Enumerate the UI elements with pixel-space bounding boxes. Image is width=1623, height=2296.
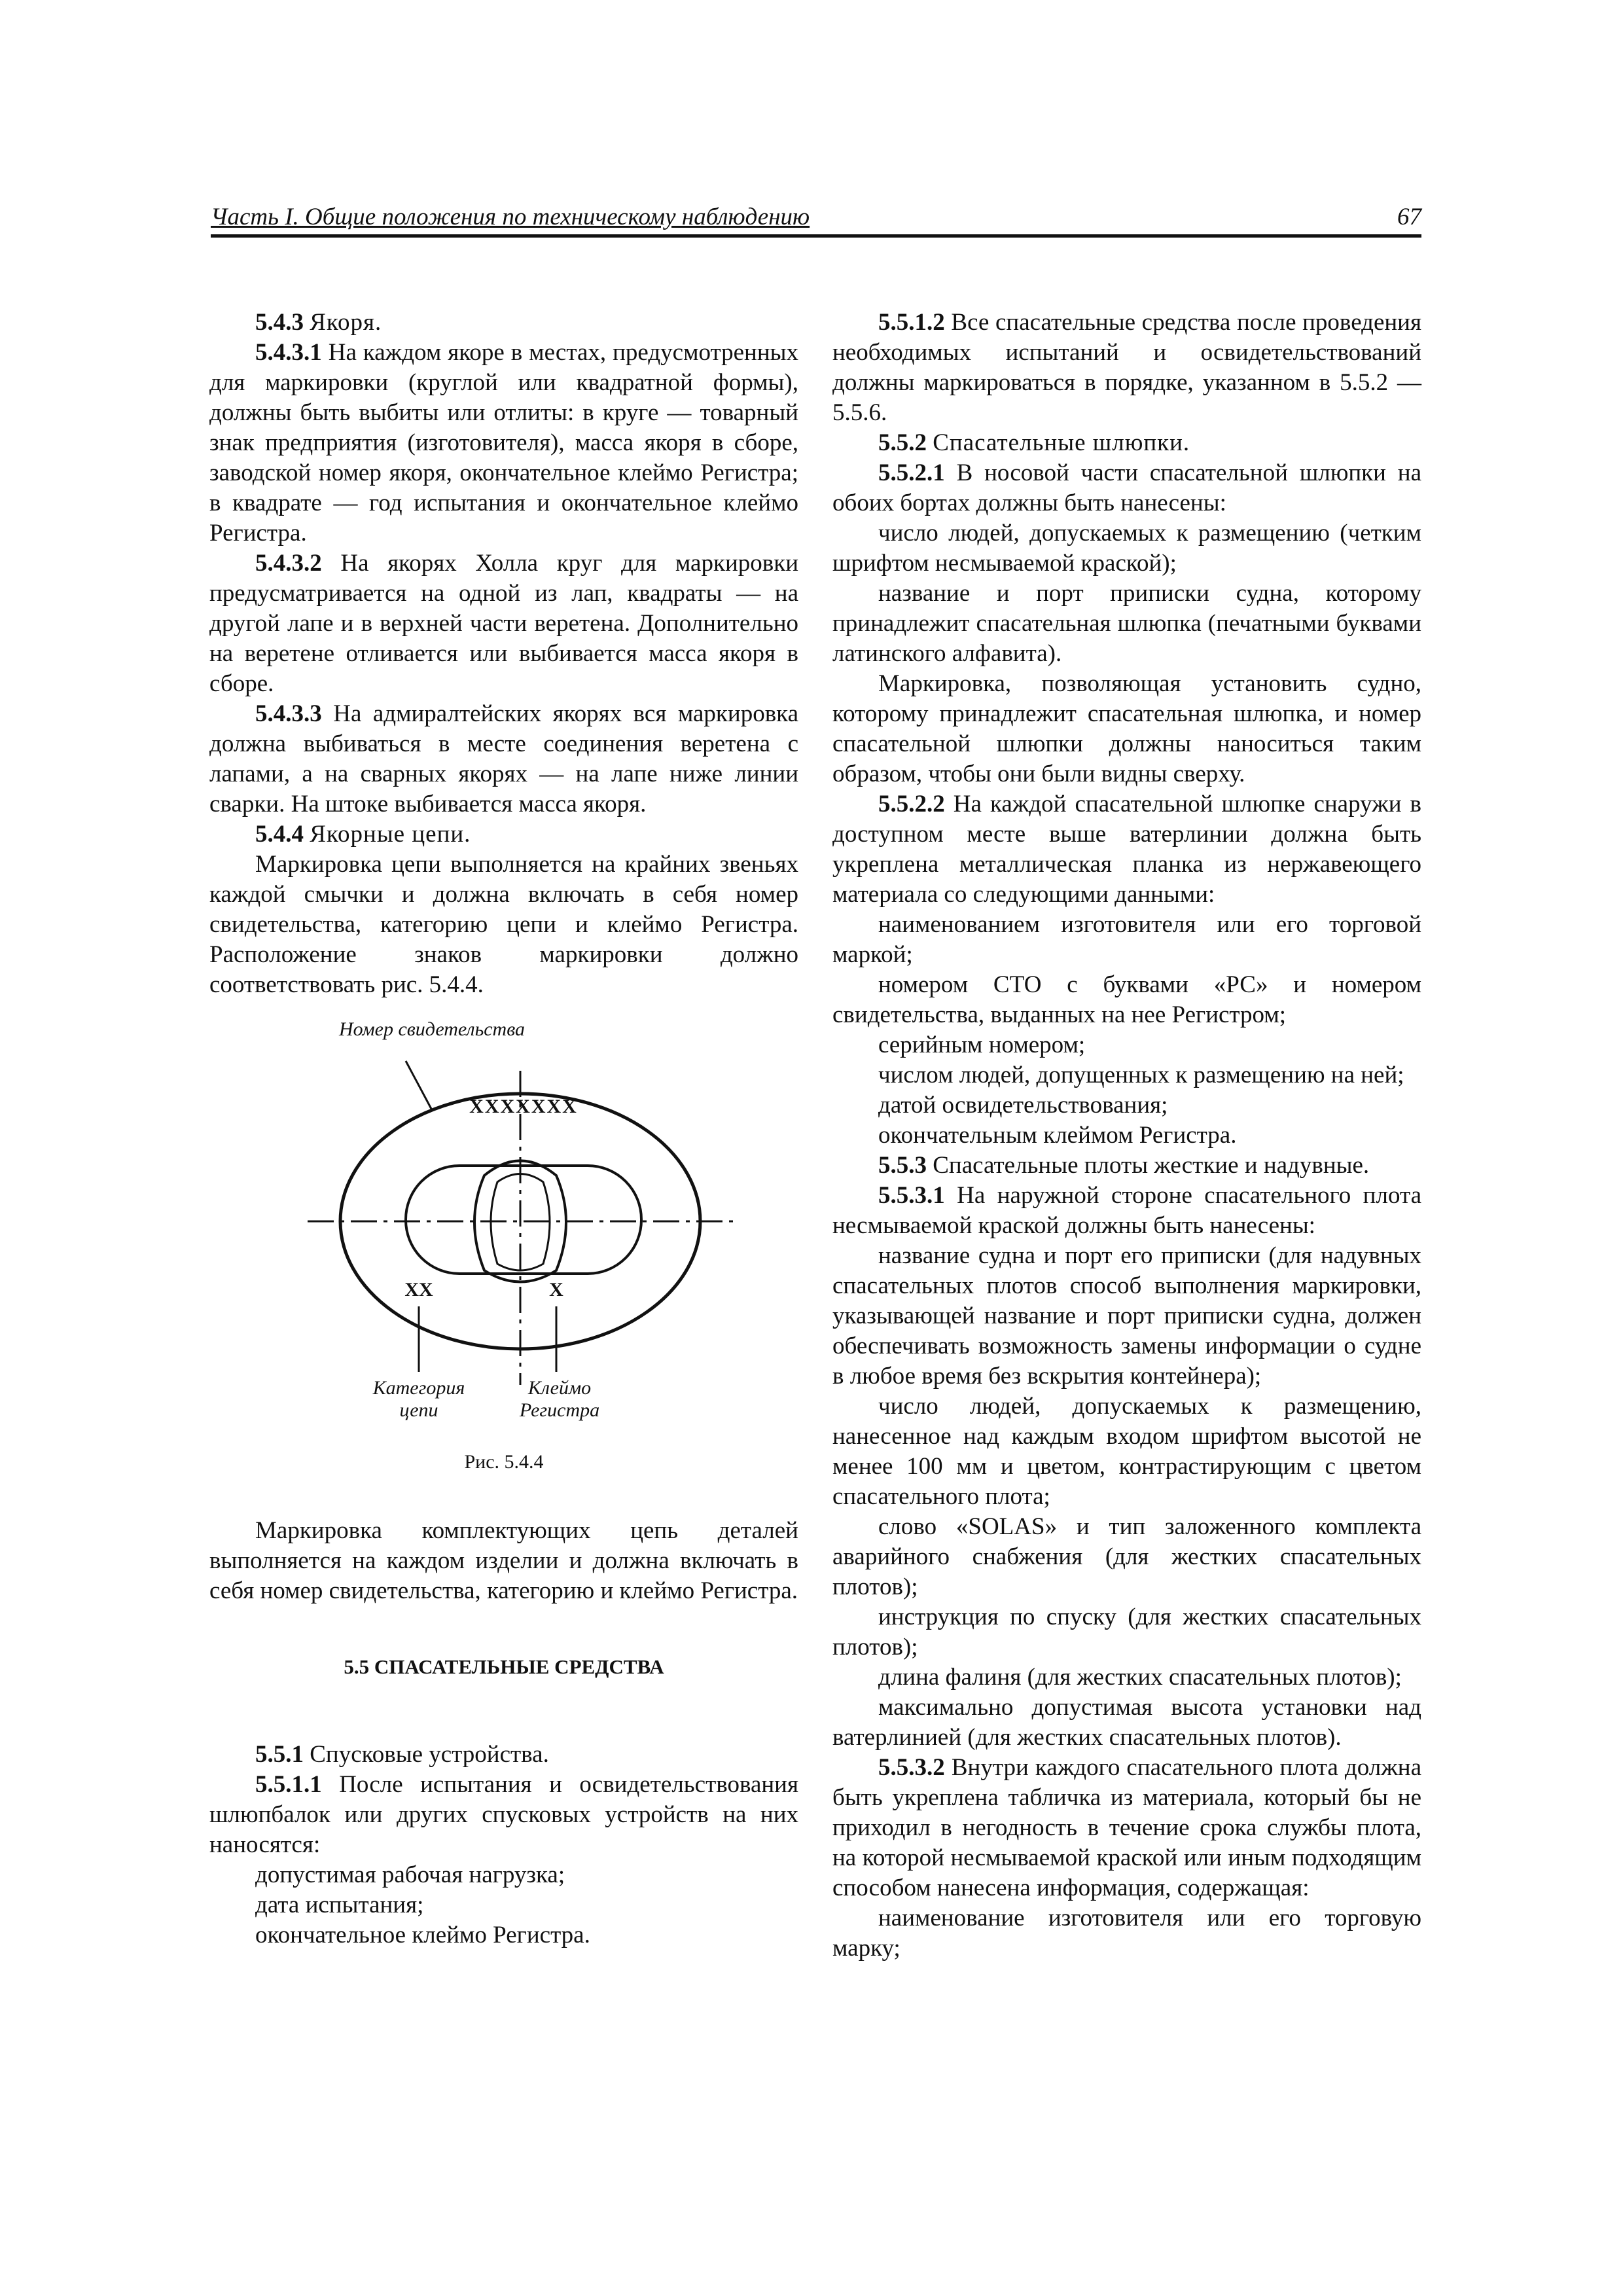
heading-5-4-3: [209, 308, 798, 338]
section-title: Якоря.: [310, 309, 382, 336]
paragraph-text: Маркировка цепи выполняется на крайних звеньях каждой смычки и должна включать в себя номер свидетельства, категорию цепи и клеймо Регистра. Расположение знаков маркировки должно соответствовать рис. 5.4.4.: [209, 851, 798, 998]
label-stamp: [504, 1377, 615, 1422]
list-item: окончательным клеймом Регистра.: [878, 1122, 1237, 1149]
list-item: название судна и порт его приписки (для надувных спасательных плотов способ выполнения маркировки, указывающей название и порт приписки судна, должен обеспечивать возможность замены информации о судне в любое время без вскрытия контейнера);: [832, 1242, 1421, 1390]
list-item: допустимая рабочая нагрузка;: [255, 1861, 565, 1888]
running-header: [211, 203, 1421, 238]
list-item: название и порт приписки судна, которому принадлежит спасательная шлюпка (печатными буквами латинского алфавита).: [832, 580, 1421, 667]
paragraph-5-4-3-3: [209, 699, 798, 819]
right-column: [832, 308, 1421, 1964]
paragraph-5-5-3-1: [832, 1181, 1421, 1241]
section-number: 5.5.1.2: [878, 309, 945, 336]
section-number: 5.4.3: [255, 309, 304, 336]
section-title: Якорные цепи.: [310, 821, 471, 848]
section-number: 5.5.2.2: [878, 791, 945, 817]
heading-5-5-3: [832, 1151, 1421, 1181]
section-title: Спусковые устройства.: [310, 1741, 549, 1768]
paragraph-5-4-3-2: [209, 548, 798, 699]
paragraph-5-5-3-2: [832, 1753, 1421, 1903]
paragraph-5-5-1-1: [209, 1770, 798, 1860]
paragraph-5-5-2-1: [832, 458, 1421, 518]
paragraph-text: На адмиралтейских якорях вся маркировка должна выбиваться в месте соединения веретена с лапами, а на сварных якорях — на лапе ниже линии сварки. На штоке выбивается масса якоря.: [209, 700, 798, 817]
heading-5-4-4: [209, 819, 798, 850]
paragraph-text: Все спасательные средства после проведения необходимых испытаний и освидетельствований должны маркироваться в порядке, указанном в 5.5.2 — 5.5.6.: [832, 309, 1421, 426]
header-title: Часть I. Общие положения по техническому наблюдению: [211, 204, 810, 230]
section-number: 5.4.4: [255, 821, 304, 848]
section-number: 5.5.1: [255, 1741, 304, 1768]
paragraph-text: На каждом якоре в местах, предусмотренных для маркировки (круглой или квадратной формы), должны быть выбиты или отлиты: в круге — товарный знак предприятия (изготовителя), масса якоря в сборе, заводской номер якоря, окончательное клеймо Регистра; в квадрате — год испытания и окончательное клеймо Регистра.: [209, 339, 798, 547]
figure-caption: Рис. 5.4.4: [464, 1451, 544, 1473]
paragraph-5-4-4: [209, 850, 798, 1000]
heading-5-5-2: [832, 428, 1421, 458]
paragraph-5-5-2-2: [832, 789, 1421, 910]
left-column: [209, 308, 798, 1950]
list-item: датой освидетельствования;: [878, 1092, 1168, 1119]
paragraph-text: В носовой части спасательной шлюпки на обоих бортах должны быть нанесены:: [832, 459, 1421, 516]
leader-certificate: [406, 1061, 432, 1110]
section-number: 5.5.2.1: [878, 459, 945, 486]
section-title: Спасательные шлюпки.: [933, 429, 1190, 456]
label-stamp-line2: Регистра: [519, 1399, 600, 1421]
paragraph-text: На наружной стороне спасательного плота несмываемой краской должны быть нанесены:: [832, 1182, 1421, 1239]
list-item: число людей, допускаемых к размещению (четким шрифтом несмываемой краской);: [832, 520, 1421, 577]
label-certificate-number: Номер свидетельства: [338, 1018, 526, 1040]
label-stamp-line1: Клеймо: [527, 1377, 592, 1399]
marks-stamp: X: [549, 1279, 563, 1300]
label-category: [353, 1377, 484, 1422]
list-item: инструкция по спуску (для жестких спасательных плотов);: [832, 1604, 1421, 1660]
paragraph-text: Маркировка комплектующих цепь деталей выполняется на каждом изделии и должна включать в себя номер свидетельства, категорию и клеймо Регистра.: [209, 1517, 798, 1604]
section-number: 5.4.3.3: [255, 700, 322, 727]
list-item: наименование изготовителя или его торговую марку;: [832, 1905, 1421, 1962]
paragraph-5-5-1-2: [832, 308, 1421, 428]
list-item: окончательное клеймо Регистра.: [255, 1922, 590, 1948]
section-number: 5.4.3.2: [255, 550, 322, 577]
label-category-line2: цепи: [399, 1399, 438, 1421]
paragraph-marking: Маркировка, позволяющая установить судно, которому принадлежит спасательная шлюпка, и номер спасательной шлюпки должны наноситься таким образом, чтобы они были видны сверху.: [832, 670, 1421, 787]
section-number: 5.5.2: [878, 429, 927, 456]
section-number: 5.4.3.1: [255, 339, 322, 366]
section-title: Спасательные плоты жесткие и надувные.: [933, 1152, 1370, 1179]
paragraph-after-figure: [209, 1516, 798, 1606]
paragraph-text: Внутри каждого спасательного плота должна быть укреплена табличка из материала, который бы не приходил в негодность в течение срока службы плота, на которой несмываемой краской или иным подходящим способом нанесена информация, содержащая:: [832, 1754, 1422, 1901]
paragraph-text: После испытания и освидетельствования шлюпбалок или других спусковых устройств на них наносятся:: [209, 1771, 798, 1858]
list-item: дата испытания;: [255, 1892, 424, 1918]
section-number: 5.5.3.2: [878, 1754, 945, 1781]
page-number: 67: [1397, 204, 1421, 230]
list-item: длина фалиня (для жестких спасательных плотов);: [878, 1664, 1402, 1691]
list-item: слово «SOLAS» и тип заложенного комплекта аварийного снабжения (для жестких спасательных плотов);: [832, 1513, 1421, 1600]
list-item: числом людей, допущенных к размещению на ней;: [878, 1062, 1404, 1088]
marks-category: XX: [404, 1279, 433, 1300]
inner-link-outline: [406, 1166, 641, 1274]
heading-5-5-1: [209, 1740, 798, 1770]
list-item: число людей, допускаемых к размещению, нанесенное над каждым входом шрифтом высотой не менее 100 мм и цветом, контрастирующим с цветом спасательного плота;: [832, 1393, 1421, 1510]
list-item: наименованием изготовителя или его торговой маркой;: [832, 911, 1421, 968]
list-item: максимально допустимая высота установки над ватерлинией (для жестких спасательных плотов).: [832, 1694, 1421, 1751]
label-category-line1: Категория: [372, 1377, 465, 1399]
section-number: 5.5.3.1: [878, 1182, 945, 1209]
list-item: номером СТО с буквами «РС» и номером свидетельства, выданных на нее Регистром;: [832, 971, 1421, 1028]
section-heading-5-5: 5.5 СПАСАТЕЛЬНЫЕ СРЕДСТВА: [344, 1655, 664, 1678]
list-item: серийным номером;: [878, 1031, 1086, 1058]
figure-5-4-4: [209, 1018, 798, 1483]
section-number: 5.5.1.1: [255, 1771, 322, 1798]
section-number: 5.5.3: [878, 1152, 927, 1179]
paragraph-text: На каждой спасательной шлюпке снаружи в доступном месте выше ватерлинии должна быть укреплена металлическая планка из нержавеющего материала со следующими данными:: [832, 791, 1421, 908]
paragraph-text: На якорях Холла круг для маркировки предусматривается на одной из лап, квадраты — на другой лапе и в верхней части веретена. Дополнительно на веретене отливается или выбивается масса якоря в сборе.: [209, 550, 799, 697]
marks-certificate: XXXXXXX: [469, 1096, 578, 1117]
paragraph-5-4-3-1: [209, 338, 798, 548]
